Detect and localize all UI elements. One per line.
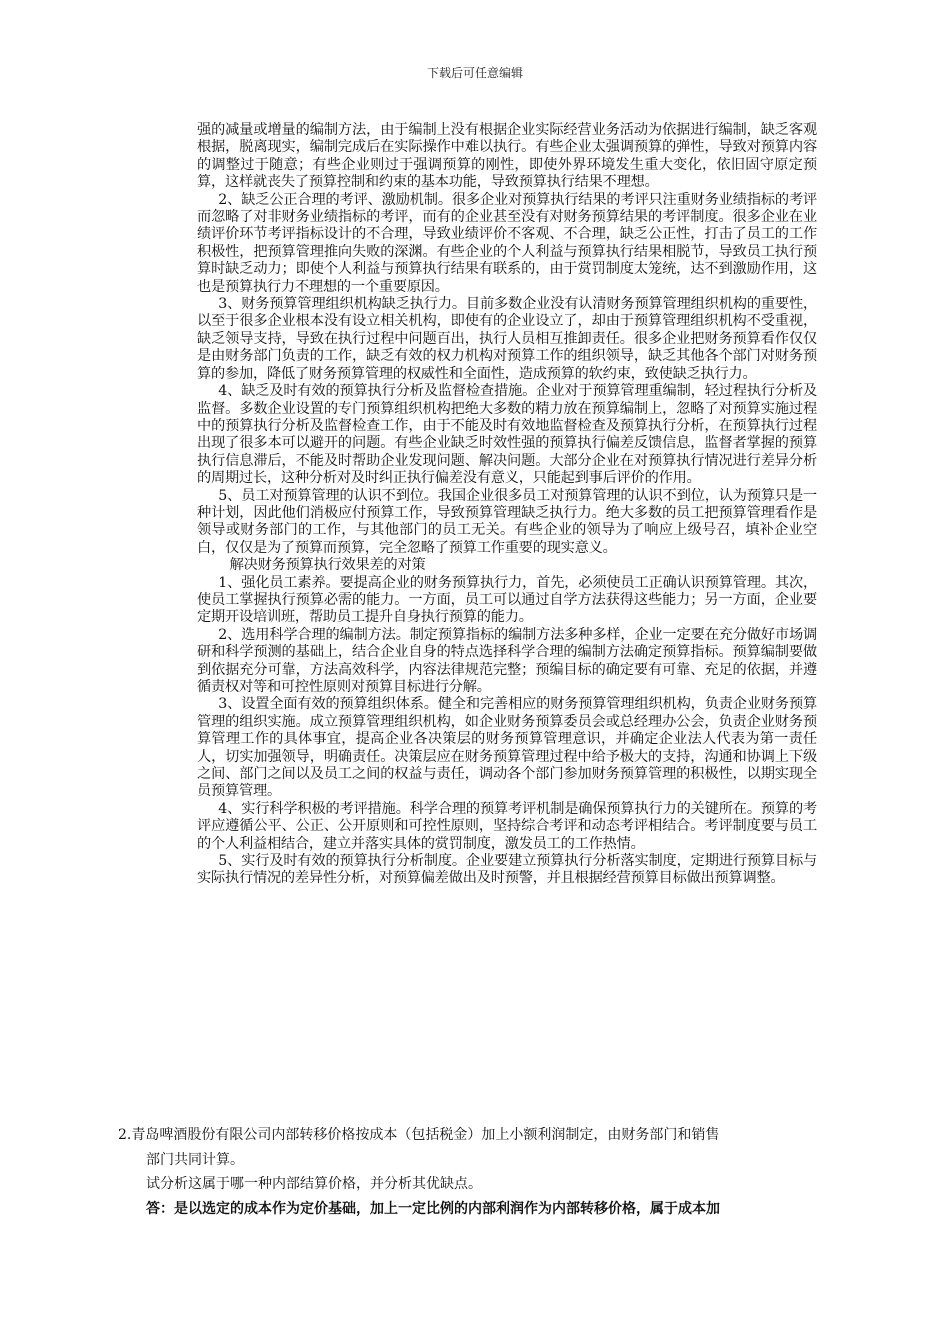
question-text-continued: 部门共同计算。 [146,1151,244,1168]
paragraph-evaluation-measures: 4、实行科学积极的考评措施。科学合理的预算考评机制是确保预算执行力的关键所在。预算的考评应遵循公平、公正、公开原则和可控性原则，坚持综合考评和动态考评相结合。考评制度要与员工的个人利益相结合，建立并落实具体的赏罚制度，激发员工的工作热情。 [197,800,817,852]
paragraph-analysis-supervision: 4、缺乏及时有效的预算执行分析及监督检查措施。企业对于预算管理重编制，轻过程执行分析及监督。多数企业设置的专门预算组织机构把绝大多数的精力放在预算编制上，忽略了对预算实施过程中的预算执行分析及监督检查工作，由于不能及时有效地监督检查及预算执行分析，在预算执行过程出现了很多本可以避开的问题。有些企业缺乏时效性强的预算执行偏差反馈信息，监督者掌握的预算执行信息滞后，不能及时帮助企业发现问题、解决问题。大部分企业在对预算执行情况进行差异分析的周期过长，这种分析对及时纠正执行偏差没有意义，只能起到事后评价的作用。 [197,383,817,487]
paragraph-budget-method: 强的减量或增量的编制方法，由于编制上没有根据企业实际经营业务活动为依据进行编制，缺乏客观根据，脱离现实，编制完成后在实际操作中难以执行。有些企业太强调预算的弹性，导致对预算内容的调整过于随意；有些企业则过于强调预算的刚性，即使外界环境发生重大变化，依旧固守原定预算，这样就丧失了预算控制和约束的基本功能，导致预算执行结果不理想。 [197,122,817,191]
question-block [118,1123,818,1221]
question-task: 试分析这属于哪一种内部结算价格，并分析其优缺点。 [146,1176,482,1192]
paragraph-analysis-system: 5、实行及时有效的预算执行分析制度。企业要建立预算执行分析落实制度，定期进行预算目标与实际执行情况的差异性分析，对预算偏差做出及时预警，并且根据经营预算目标做出预算调整。 [197,853,817,887]
section-heading-countermeasures: 解决财务预算执行效果差的对策 [229,557,426,574]
paragraph-staff-quality: 1、强化员工素养。要提高企业的财务预算执行力，首先，必须使员工正确认识预算管理。其次，使员工掌握执行预算必需的能力。一方面，员工可以通过自学方法获得这些能力；另一方面，企业要定期开设培训班，帮助员工提升自身执行预算的能力。 [197,574,817,626]
paragraph-organization-system: 3、设置全面有效的预算组织体系。健全和完善相应的财务预算管理组织机构，负责企业财务预算管理的组织实施。成立预算管理组织机构，如企业财务预算委员会或总经理办公会，负责企业财务预算管理工作的具体事宜，提高企业各决策层的财务预算管理意识，并确定企业法人代表为第一责任人，切实加强领导，明确责任。决策层应在财务预算管理过程中给予极大的支持，沟通和协调上下级之间、部门之间以及员工之间的权益与责任，调动各个部门参加财务预算管理的积极性，以期实现全员预算管理。 [197,696,817,800]
paragraph-evaluation-mechanism: 2、缺乏公正合理的考评、激励机制。很多企业对预算执行结果的考评只注重财务业绩指标的考评而忽略了对非财务业绩指标的考评，而有的企业甚至没有对财务预算结果的考评制度。很多企业在业绩评价环节考评指标设计的不合理，导致业绩评价不客观、不合理，缺乏公正性，打击了员工的工作积极性，把预算管理推向失败的深渊。有些企业的个人利益与预算执行结果相脱节，导致员工执行预算时缺乏动力；即使个人利益与预算执行结果有联系的，由于赏罚制度太笼统，达不到激励作用，这也是预算执行力不理想的一个重要原因。 [197,191,817,295]
paragraph-organization: 3、财务预算管理组织机构缺乏执行力。目前多数企业没有认清财务预算管理组织机构的重要性，以至于很多企业根本没有设立相关机构，即使有的企业设立了，却由于预算管理组织机构不受重视，缺乏领导支持，导致在执行过程中问题百出，执行人员相互推卸责任。很多企业把财务预算看作仅仅是由财务部门负责的工作，缺乏有效的权力机构对预算工作的组织领导，缺乏其他各个部门对财务预算的参加，降低了财务预算管理的权威性和全面性，造成预算的软约束，致使缺乏执行力。 [197,296,817,382]
answer-text: 答：是以选定的成本作为定价基础，加上一定比例的内部利润作为内部转移价格，属于成本加 [146,1200,720,1217]
paragraph-compilation-method: 2、选用科学合理的编制方法。制定预算指标的编制方法多种多样，企业一定要在充分做好市场调研和科学预测的基础上，结合企业自身的特点选择科学合理的编制方法确定预算指标。预算编制要做到依据充分可靠，方法高效科学，内容法律规范完整；预编目标的确定要有可靠、充足的依据，并遵循责权对等和可控性原则对预算目标进行分解。 [197,626,817,695]
question-text: 2.青岛啤酒股份有限公司内部转移价格按成本（包括税金）加上小额利润制定，由财务部门和销售 [118,1127,720,1143]
page-header: 下载后可任意编辑 [426,66,523,80]
document-body [197,122,817,888]
paragraph-employee-awareness: 5、员工对预算管理的认识不到位。我国企业很多员工对预算管理的认识不到位，认为预算只是一种计划，因此他们消极应付预算工作，导致预算管理缺乏执行力。绝大多数的员工把预算管理看作是领导或财务部门的工作，与其他部门的员工无关。有些企业的领导为了响应上级号召，填补企业空白，仅仅是为了预算而预算，完全忽略了预算工作重要的现实意义。 [197,487,817,556]
